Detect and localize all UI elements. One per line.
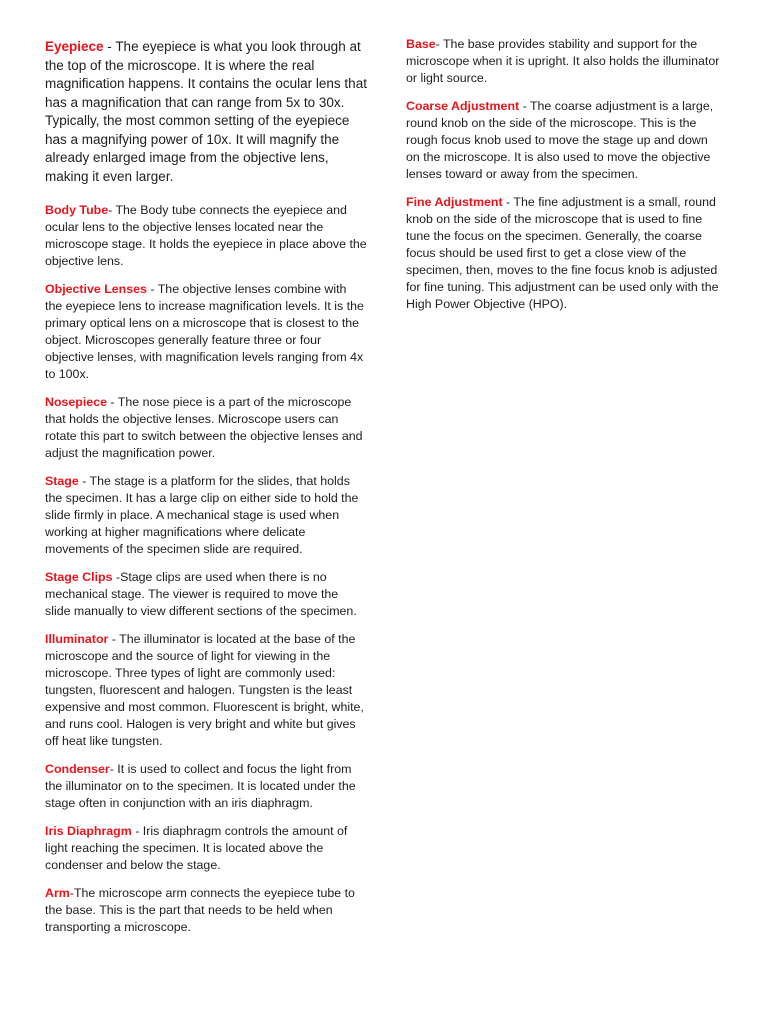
definition-body-tube: The Body tube connects the eyepiece and ocular lens to the objective lenses located near the microscope stage. It holds the eyepiece in place above the objective lens. [45, 203, 367, 268]
term-illuminator: Illuminator [45, 632, 109, 646]
definition-base: The base provides stability and support for the microscope when it is upright. It also holds the illuminator or light source. [406, 37, 720, 85]
definition-stage-clips: Stage clips are used when there is no mechanical stage. The viewer is required to move the slide manually to view different sections of the specimen. [45, 570, 357, 618]
entry-body-tube [45, 202, 367, 270]
definition-illuminator: The illuminator is located at the base of the microscope and the source of light for viewing in the microscope. Three types of light are commonly used: tungsten, fluorescent and halogen. Tungsten is the least expensive and most common. Fluorescent is bright, white, and runs cool. Halogen is very bright and white but gives off heat like tungsten. [45, 632, 364, 748]
separator: - [106, 395, 118, 409]
term-body-tube: Body Tube [45, 203, 109, 217]
term-stage-clips: Stage Clips [45, 570, 113, 584]
term-arm: Arm [45, 886, 70, 900]
separator: - [108, 632, 120, 646]
entry-base [406, 36, 724, 87]
definition-iris-diaphragm: Iris diaphragm controls the amount of light reaching the specimen. It is located above the condenser and below the stage. [45, 824, 348, 872]
entry-coarse-adjustment [406, 98, 724, 183]
term-iris-diaphragm: Iris Diaphragm [45, 824, 132, 838]
term-condenser: Condenser [45, 762, 110, 776]
right-column [406, 36, 724, 324]
entry-objective-lenses [45, 281, 367, 383]
definition-eyepiece: The eyepiece is what you look through at the top of the microscope. It is where the real magnification happens. It contains the ocular lens that has a magnification that can range from 5x to 30x. Typically, the most common setting of the eyepiece has a magnifying power of 10x. It will magnify the already enlarged image from the objective lens, making it even larger. [45, 39, 367, 184]
definition-objective-lenses: The objective lenses combine with the eyepiece lens to increase magnification levels. It is the primary optical lens on a microscope that is closest to the object. Microscopes generally feature three or four objective lenses, with magnification levels ranging from 4x to 100x. [45, 282, 364, 381]
definition-arm: The microscope arm connects the eyepiece tube to the base. This is the part that needs to be held when transporting a microscope. [45, 886, 355, 934]
term-base: Base [406, 37, 436, 51]
entry-nosepiece [45, 394, 367, 462]
separator: - [108, 203, 116, 217]
separator: - [131, 824, 143, 838]
separator: - [69, 886, 74, 900]
definition-coarse-adjustment: The coarse adjustment is a large, round knob on the side of the microscope. This is the rough focus knob used to move the stage up and down on the microscope. It is also used to move the objective lenses toward or away from the specimen. [406, 99, 714, 181]
entry-iris-diaphragm [45, 823, 367, 874]
separator: - [435, 37, 443, 51]
definition-stage: The stage is a platform for the slides, that holds the specimen. It has a large clip on either side to hold the slide firmly in place. A mechanical stage is used when working at higher magnifications where delicate movements of the specimen slide are required. [45, 474, 359, 556]
entry-stage-clips [45, 569, 367, 620]
term-objective-lenses: Objective Lenses [45, 282, 147, 296]
entry-arm [45, 885, 367, 936]
separator: - [502, 195, 514, 209]
entry-eyepiece [45, 38, 367, 186]
term-stage: Stage [45, 474, 79, 488]
left-column [45, 36, 367, 947]
entry-illuminator [45, 631, 367, 750]
definition-condenser: It is used to collect and focus the light from the illuminator on to the specimen. It is located under the stage often in conjunction with an iris diaphragm. [45, 762, 356, 810]
term-fine-adjustment: Fine Adjustment [406, 195, 503, 209]
separator: - [109, 762, 118, 776]
entry-fine-adjustment [406, 194, 724, 313]
separator: - [146, 282, 158, 296]
separator: - [519, 99, 530, 113]
definition-nosepiece: The nose piece is a part of the microscope that holds the objective lenses. Microscope users can rotate this part to switch between the objective lenses and adjust the magnification power. [45, 395, 363, 460]
term-nosepiece: Nosepiece [45, 395, 107, 409]
separator: - [78, 474, 90, 488]
definition-fine-adjustment: The fine adjustment is a small, round knob on the side of the microscope that is used to fine tune the focus on the specimen. Generally, the coarse focus should be used first to get a close view of the specimen, then, moves to the fine focus knob is adjusted for fine tuning. This adjustment can be used only with the High Power Objective (HPO). [406, 195, 719, 311]
term-eyepiece: Eyepiece [45, 39, 104, 54]
entry-condenser [45, 761, 367, 812]
term-coarse-adjustment: Coarse Adjustment [406, 99, 520, 113]
separator: - [112, 570, 121, 584]
entry-stage [45, 473, 367, 558]
separator: - [103, 39, 116, 54]
